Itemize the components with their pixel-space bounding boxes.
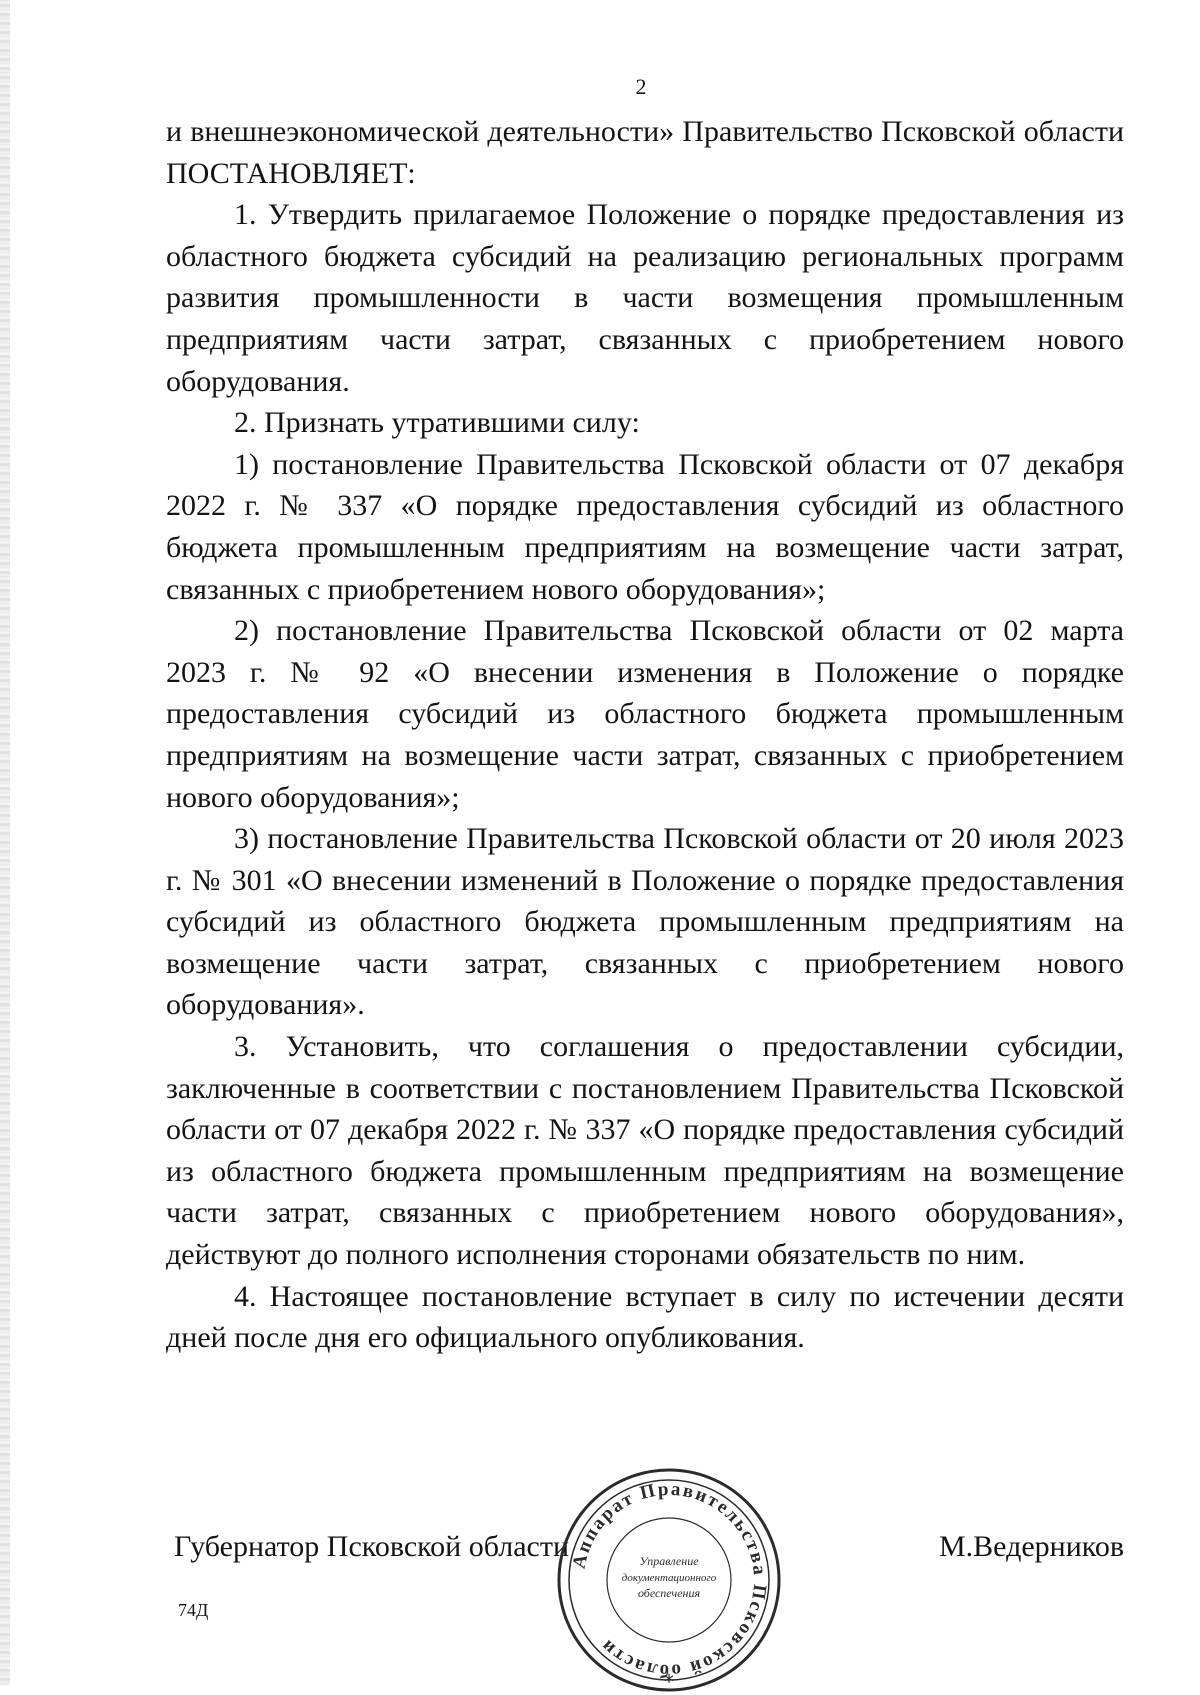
svg-text:Аппарат Правительства Псковско: Аппарат Правительства Псковской области: [568, 1478, 771, 1682]
paragraph-item-3: 3. Установить, что соглашения о предоставлении субсидии, заключенные в соответствии с постановлением Правительства Псковской области от 07 декабря 2022 г. № 337 «О порядке предоставления субсидий из областного бюджета промышленным предприятиям на возмещение части затрат, связанных с приобретением нового оборудования», действуют до полного исполнения сторонами обязательств по ним.: [166, 1030, 1124, 1272]
paragraph-preamble-end: и внешнеэкономической деятельности» Правительство Псковской области ПОСТАНОВЛЯЕТ:: [166, 115, 1124, 190]
document-body: [166, 111, 1124, 1359]
document-code: 74Д: [178, 1600, 209, 1620]
paragraph-item-2: 2. Признать утратившими силу:: [234, 406, 640, 440]
svg-text:обеспечения: обеспечения: [637, 1586, 701, 1600]
svg-text:документационного: документационного: [621, 1572, 717, 1584]
paragraph-item-2-2: 2) постановление Правительства Псковской области от 02 марта 2023 г. № 92 «О внесении изменения в Положение о порядке предоставления субсидий из областного бюджета промышленным предприятиям на возмещение части затрат, связанных с приобретением нового оборудования»;: [166, 614, 1124, 814]
svg-text:*: *: [664, 1670, 674, 1694]
paragraph-item-4: 4. Настоящее постановление вступает в силу по истечении десяти дней после дня его официального опубликования.: [166, 1279, 1124, 1355]
paragraph-item-2-3: 3) постановление Правительства Псковской области от 20 июля 2023 г. № 301 «О внесении изменений в Положение о порядке предоставления субсидий из областного бюджета промышленным предприятиям на возмещение части затрат, связанных с приобретением нового оборудования».: [166, 822, 1124, 1022]
official-seal: [554, 1465, 784, 1695]
scan-edge: [0, 0, 10, 1686]
paragraph-item-2-1: 1) постановление Правительства Псковской области от 07 декабря 2022 г. № 337 «О порядке предоставления субсидий из областного бюджета промышленным предприятиям на возмещение части затрат, связанных с приобретением нового оборудования»;: [166, 447, 1124, 606]
signer-name: М.Ведерников: [938, 1530, 1124, 1563]
signer-title: Губернатор Псковской области: [174, 1530, 570, 1563]
paragraph-item-1: 1. Утвердить прилагаемое Положение о порядке предоставления из областного бюджета субсидий на реализацию региональных программ развития промышленности в части возмещения промышленным предприятиям части затрат, связанных с приобретением нового оборудования.: [166, 198, 1124, 398]
page-number: 2: [635, 74, 647, 99]
svg-text:Управление: Управление: [639, 1554, 699, 1568]
